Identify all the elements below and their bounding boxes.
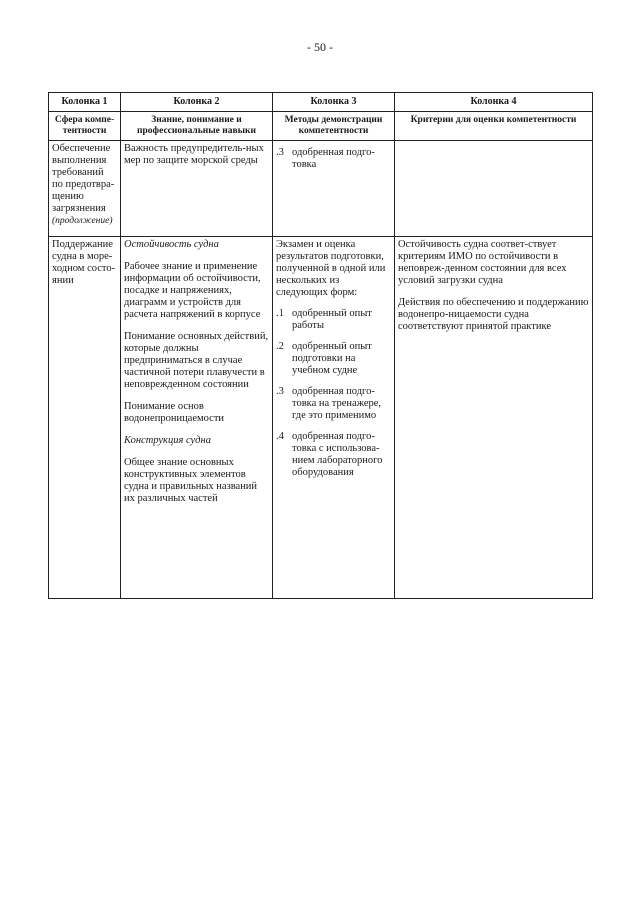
row2-col1 [49, 237, 121, 599]
list-text: одобренный опыт работы [292, 308, 372, 331]
knowledge-paragraph: Общее знание основных конструктивных элементов судна и правильных названий их различных частей [124, 457, 258, 504]
row1-col4 [395, 141, 593, 237]
subheader-2: Знание, понимание и профессиональные навыки [121, 112, 273, 141]
table-row [49, 141, 593, 237]
list-number: .4 [276, 431, 284, 442]
subheader-1: Сфера компе-тентности [49, 112, 121, 141]
criteria-paragraph: Действия по обеспечению и поддержанию водонепро-ницаемости судна соответствуют принятой практике [398, 297, 589, 332]
section-heading-stability: Остойчивость судна [124, 239, 219, 250]
list-item [276, 147, 391, 171]
table-row [49, 237, 593, 599]
list-item [276, 386, 391, 422]
column-header-4: Колонка 4 [395, 93, 593, 112]
continuation-note: (продолжение) [52, 216, 113, 226]
list-item [276, 431, 391, 479]
criteria-paragraph: Остойчивость судна соответ-ствует критериям ИМО по остойчивости в неповреж-денном состоянии для всех условий загрузки судна [398, 239, 567, 286]
row1-knowledge: Важность предупредитель-ных мер по защите морской среды [124, 143, 264, 166]
row1-col1 [49, 141, 121, 237]
page-number: - 50 - [307, 40, 333, 54]
list-number: .1 [276, 308, 284, 319]
knowledge-paragraph: Рабочее знание и применение информации об остойчивости, посадке и напряжениях, диаграмм и устройств для расчета напряжений в корпусе [124, 261, 261, 320]
subheader-row [49, 112, 593, 141]
list-item [276, 308, 391, 332]
subheader-3: Методы демонстрации компетентности [273, 112, 395, 141]
column-header-2: Колонка 2 [121, 93, 273, 112]
column-header-3: Колонка 3 [273, 93, 395, 112]
list-number: .3 [276, 147, 284, 158]
knowledge-paragraph: Понимание основ водонепроницаемости [124, 401, 225, 424]
list-text: одобренный опыт подготовки на учебном судне [292, 341, 372, 376]
row1-col2 [121, 141, 273, 237]
list-item [276, 341, 391, 377]
list-text: одобренная подго-товка [292, 147, 375, 170]
list-text: одобренная подго-товка на тренажере, где это применимо [292, 386, 382, 421]
subheader-4: Критерии для оценки компетентности [395, 112, 593, 141]
competence-seaworthiness: Поддержание судна в море-ходном состо-янии [52, 239, 116, 286]
list-text: одобренная подго-товка с использова-нием лабораторного оборудования [292, 431, 383, 478]
list-number: .3 [276, 386, 284, 397]
knowledge-paragraph: Понимание основных действий, которые должны предприниматься в случае частичной потери плавучести в неповрежденном состоянии [124, 331, 269, 390]
competence-table [48, 92, 593, 599]
row2-col3 [273, 237, 395, 599]
list-number: .2 [276, 341, 284, 352]
row1-col3 [273, 141, 395, 237]
competence-pollution: Обеспечение выполнения требований по предотвра-щению загрязнения [52, 143, 115, 214]
row2-col4 [395, 237, 593, 599]
section-heading-construction: Конструкция судна [124, 435, 211, 446]
column-header-row [49, 93, 593, 112]
column-header-1: Колонка 1 [49, 93, 121, 112]
methods-intro: Экзамен и оценка результатов подготовки, полученной в одной или нескольких из следующих форм: [276, 239, 386, 298]
row2-col2 [121, 237, 273, 599]
